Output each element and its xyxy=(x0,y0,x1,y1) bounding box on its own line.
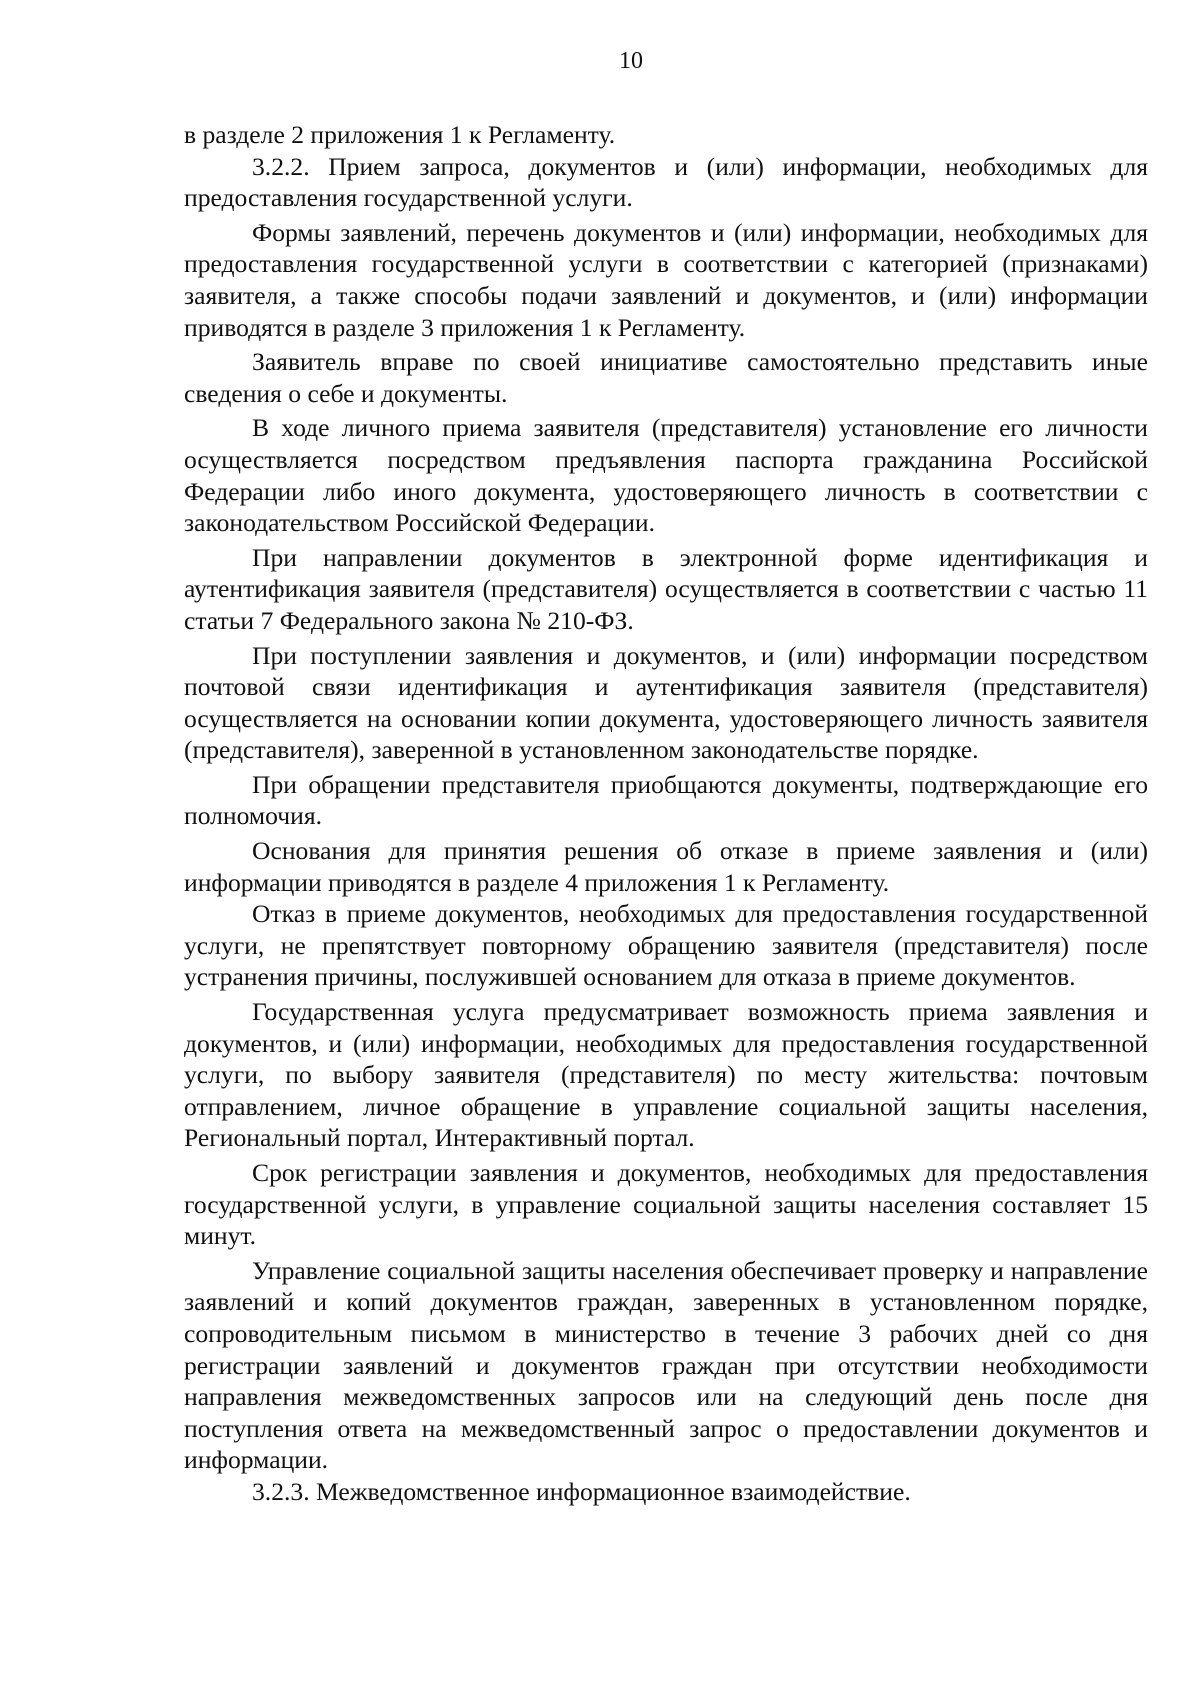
document-body xyxy=(184,119,1148,1508)
paragraph-social-protection-check: Управление социальной защиты населения обеспечивает проверку и направление заявлений и копий документов граждан, заверенных в установленном порядке, сопроводительным письмом в министерство в течение 3 рабочих дней со дня регистрации заявлений и документов граждан при отсутствии необходимости направления межведомственных запросов или на следующий день после дня поступления ответа на межведомственный запрос о предоставлении документов и информации. xyxy=(184,1255,1148,1475)
paragraph-personal-reception: В ходе личного приема заявителя (представителя) установление его личности осуществляется посредством предъявления паспорта гражданина Российской Федерации либо иного документа, удостоверяющего личность в соответствии с законодательством Российской Федерации. xyxy=(184,413,1148,538)
paragraph-section-3-2-2-heading: 3.2.2. Прием запроса, документов и (или) информации, необходимых для предоставления государственной услуги. xyxy=(184,151,1148,213)
paragraph-forms-of-applications: Формы заявлений, перечень документов и (или) информации, необходимых для предоставления государственной услуги в соответствии с категорией (признаками) заявителя, а также способы подачи заявлений и документов, и (или) информации приводятся в разделе 3 приложения 1 к Регламенту. xyxy=(184,217,1148,342)
paragraph-refusal-grounds: Основания для принятия решения об отказе в приеме заявления и (или) информации приводятся в разделе 4 приложения 1 к Регламенту. xyxy=(184,836,1148,897)
paragraph-submission-methods: Государственная услуга предусматривает возможность приема заявления и документов, и (или) информации, необходимых для предоставления государственной услуги, по выбору заявителя (представителя) по месту жительства: почтовым отправлением, личное обращение в управление социальной защиты населения, Региональный портал, Интерактивный портал. xyxy=(184,997,1148,1153)
paragraph-section-3-2-3-heading: 3.2.3. Межведомственное информационное взаимодействие. xyxy=(252,1476,911,1506)
paragraph-registration-term: Срок регистрации заявления и документов, необходимых для предоставления государственной услуги, в управление социальной защиты населения составляет 15 минут. xyxy=(184,1158,1148,1251)
paragraph-applicant-right: Заявитель вправе по своей инициативе самостоятельно представить иные сведения о себе и документы. xyxy=(184,347,1148,408)
paragraph-postal-identification: При поступлении заявления и документов, и (или) информации посредством почтовой связи идентификация и аутентификация заявителя (представителя) осуществляется на основании копии документа, удостоверяющего личность заявителя (представителя), заверенной в установленном законодательстве порядке. xyxy=(184,640,1148,765)
paragraph-electronic-identification: При направлении документов в электронной форме идентификация и аутентификация заявителя (представителя) осуществляется в соответствии с частью 11 статьи 7 Федерального закона № 210-ФЗ. xyxy=(184,542,1148,635)
paragraph-representative-documents: При обращении представителя приобщаются документы, подтверждающие его полномочия. xyxy=(184,769,1148,831)
paragraph-refusal-not-obstacle: Отказ в приеме документов, необходимых для предоставления государственной услуги, не препятствует повторному обращению заявителя (представителя) после устранения причины, послужившей основанием для отказа в приеме документов. xyxy=(184,899,1148,992)
page-number: 10 xyxy=(619,48,643,74)
paragraph-continuation: в разделе 2 приложения 1 к Регламенту. xyxy=(184,120,616,149)
